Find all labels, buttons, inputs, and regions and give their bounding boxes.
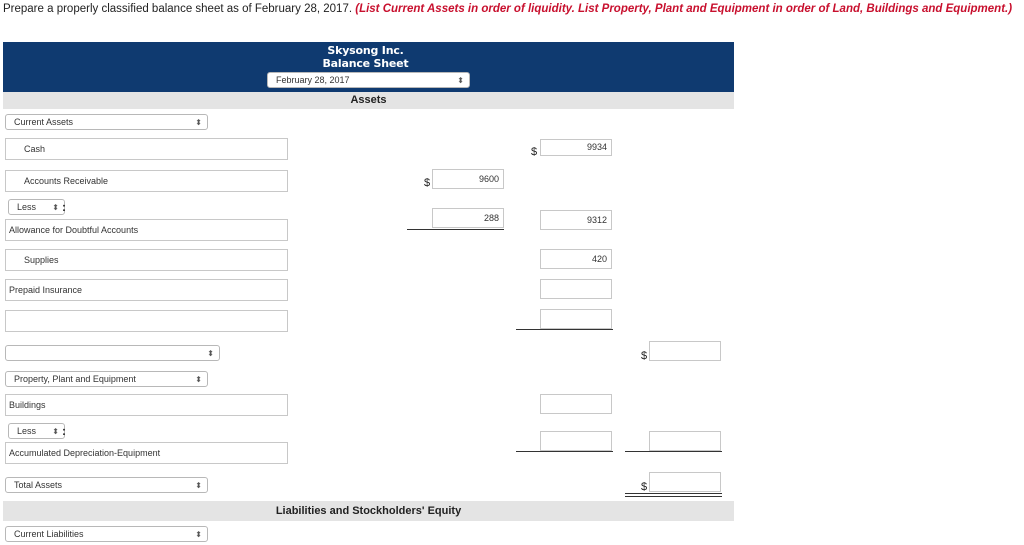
date-select[interactable]: February 28, 2017 ⬍ [267, 72, 470, 88]
colon: : [62, 200, 66, 214]
statement-title: Balance Sheet [322, 57, 409, 70]
assets-heading: Assets [3, 92, 734, 109]
chevron-updown-icon: ⬍ [207, 349, 214, 358]
chevron-updown-icon: ⬍ [195, 481, 202, 490]
category-select-total-assets[interactable]: Total Assets ⬍ [5, 477, 208, 493]
chevron-updown-icon: ⬍ [195, 530, 202, 539]
account-input-cash[interactable]: Cash [5, 138, 288, 160]
instructions-text: Prepare a properly classified balance sheet as of February 28, 2017. [3, 3, 356, 15]
colon: : [62, 424, 66, 438]
subtotal-rule [407, 229, 504, 230]
chevron-updown-icon: ⬍ [195, 375, 202, 384]
account-input-buildings[interactable]: Buildings [5, 394, 288, 416]
subtotal-rule [516, 451, 613, 452]
subtotal-rule [625, 451, 722, 452]
liabilities-equity-heading: Liabilities and Stockholders' Equity [3, 501, 734, 521]
total-double-rule-bottom [625, 496, 722, 497]
chevron-updown-icon: ⬍ [52, 203, 59, 212]
category-select-ppe[interactable]: Property, Plant and Equipment ⬍ [5, 371, 208, 387]
less-select[interactable]: Less ⬍ [8, 199, 65, 215]
amount-input-buildings[interactable] [540, 394, 612, 414]
amount-input-cash[interactable]: 9934 [540, 139, 612, 156]
amount-input-total-assets[interactable] [649, 472, 721, 492]
amount-input-allowance[interactable]: 288 [432, 208, 504, 228]
dollar-sign: $ [531, 146, 538, 158]
dollar-sign: $ [641, 481, 648, 493]
amount-input-accum-dep[interactable] [540, 431, 612, 451]
amount-input-total-current-assets[interactable] [649, 341, 721, 361]
chevron-updown-icon: ⬍ [195, 118, 202, 127]
total-double-rule-top [625, 493, 722, 494]
amount-input-supplies[interactable]: 420 [540, 249, 612, 269]
chevron-updown-icon: ⬍ [457, 76, 464, 85]
dollar-sign: $ [424, 177, 431, 189]
company-name: Skysong Inc. [327, 44, 404, 57]
less-select-2[interactable]: Less ⬍ [8, 423, 65, 439]
amount-input-total-ppe[interactable] [649, 431, 721, 451]
category-select-blank[interactable] [5, 345, 220, 361]
amount-input-prepaid-insurance[interactable] [540, 279, 612, 299]
account-input-prepaid-insurance[interactable]: Prepaid Insurance [5, 279, 288, 301]
amount-input-blank[interactable] [540, 309, 612, 329]
amount-input-net-receivables[interactable]: 9312 [540, 210, 612, 230]
account-input-accum-dep[interactable]: Accumulated Depreciation-Equipment [5, 442, 288, 464]
chevron-updown-icon: ⬍ [52, 427, 59, 436]
account-input-supplies[interactable]: Supplies [5, 249, 288, 271]
account-input-accounts-receivable[interactable]: Accounts Receivable [5, 170, 288, 192]
amount-input-accounts-receivable[interactable]: 9600 [432, 169, 504, 189]
instructions-emphasis: (List Current Assets in order of liquidity. List Property, Plant and Equipment in order of Land, Buildings and Equipment.) [355, 3, 1013, 15]
instructions [3, 2, 1021, 16]
category-select-current-liabilities[interactable]: Current Liabilities ⬍ [5, 526, 208, 542]
dollar-sign: $ [641, 350, 648, 362]
account-input-blank[interactable] [5, 310, 288, 332]
category-select-current-assets[interactable]: Current Assets ⬍ [5, 114, 208, 130]
subtotal-rule [516, 329, 613, 330]
account-input-allowance[interactable]: Allowance for Doubtful Accounts [5, 219, 288, 241]
